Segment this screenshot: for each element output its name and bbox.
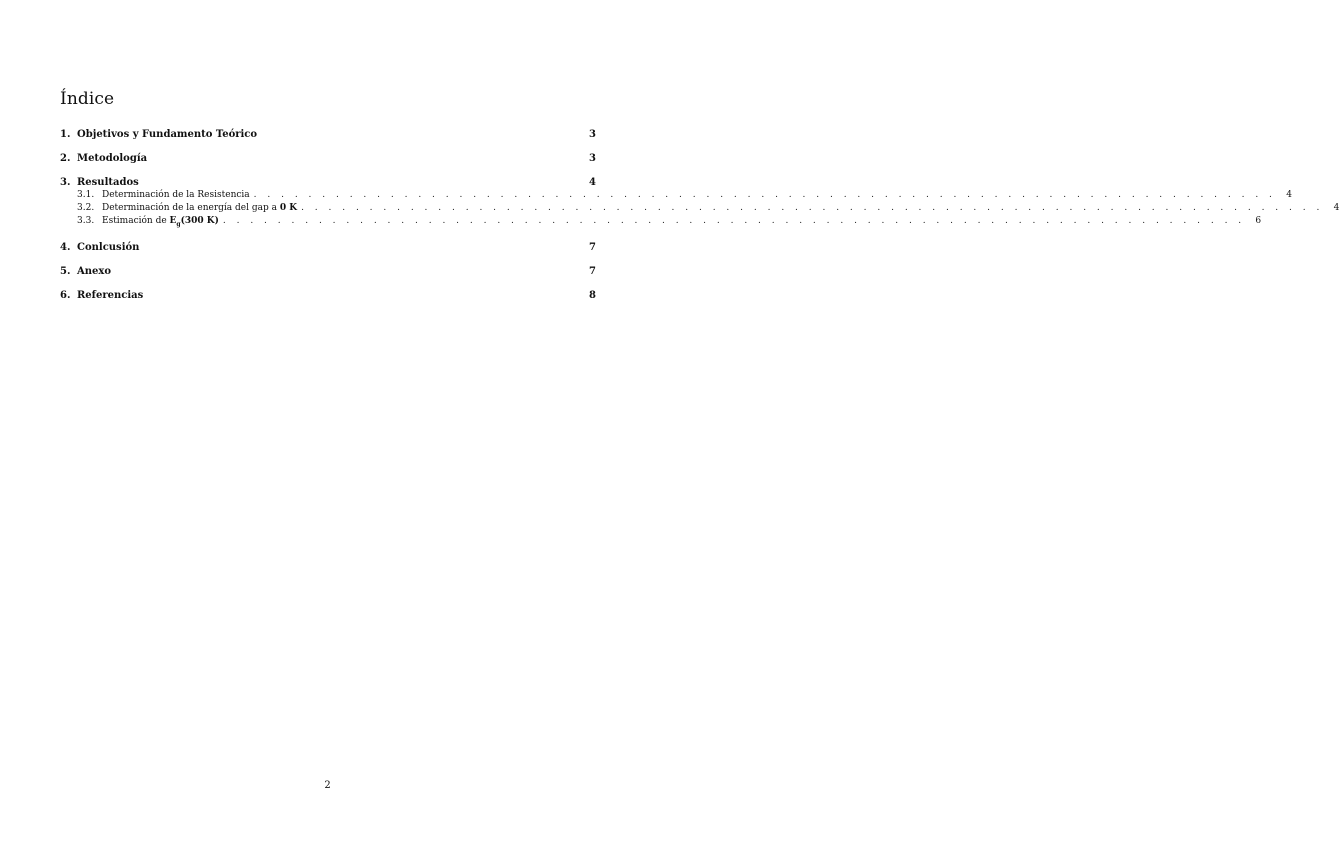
- subsection-page: 4: [1333, 203, 1339, 213]
- page-number: 2: [324, 780, 331, 791]
- section-title: Conlcusión: [77, 241, 140, 253]
- subsection-title-bold: 0 K: [279, 203, 298, 213]
- toc-entry-conclusion[interactable]: [60, 241, 596, 254]
- section-number: 4.: [60, 241, 71, 253]
- subsection-number: 3.1.: [77, 190, 95, 200]
- section-number: 1.: [60, 129, 71, 140]
- section-title: Resultados: [77, 177, 139, 188]
- dot-leader: . . . . . . . . . . . . . . . . . . . . . . . . . . . . . . . . . . . . . . . . . . . . . . . . . . . . . . . . . . . . . . . . . . . . . . . . . . .: [301, 203, 1324, 213]
- section-number: 3.: [60, 177, 71, 188]
- section-title: Objetivos y Fundamento Teórico: [77, 129, 258, 140]
- subsection-page: 6: [1255, 216, 1262, 226]
- subsection-number: 3.3.: [77, 216, 95, 226]
- subsection-title-temperature: (300 K): [180, 216, 219, 226]
- section-number: 5.: [60, 265, 71, 277]
- section-title: Metodología: [77, 153, 148, 164]
- symbol-e: E: [169, 216, 177, 226]
- section-title: Referencias: [77, 289, 144, 301]
- toc-subentry-resistencia[interactable]: [60, 189, 1292, 202]
- subsection-title: [102, 215, 219, 231]
- section-page: 8: [589, 289, 596, 301]
- toc-entry-metodologia[interactable]: [60, 152, 596, 165]
- symbol-subscript-g: g: [176, 220, 181, 228]
- toc-entry-objetivos[interactable]: [60, 128, 596, 141]
- toc-entry-resultados[interactable]: [60, 176, 596, 189]
- subsection-title: Determinación de la Resistencia: [102, 190, 250, 200]
- toc-subentry-estimacion[interactable]: [60, 215, 1262, 231]
- toc-entry-referencias[interactable]: [60, 289, 596, 302]
- section-page: 3: [589, 153, 596, 164]
- section-title: Anexo: [77, 265, 112, 277]
- section-page: 7: [589, 241, 596, 253]
- subsection-title-prefix: Determinación de la energía del gap a: [102, 203, 277, 213]
- subsection-title-prefix: Estimación de: [102, 216, 167, 226]
- toc-entry-anexo[interactable]: [60, 265, 596, 278]
- dot-leader: . . . . . . . . . . . . . . . . . . . . . . . . . . . . . . . . . . . . . . . . . . . . . . . . . . . . . . . . . . . . . . . . . . . . . . . . . . .: [253, 190, 1276, 200]
- section-number: 6.: [60, 289, 71, 301]
- subsection-title: [102, 202, 297, 215]
- toc-title: Índice: [60, 89, 115, 109]
- dot-leader: . . . . . . . . . . . . . . . . . . . . . . . . . . . . . . . . . . . . . . . . . . . . . . . . . . . . . . . . . . . . . . . . . . . . . . . . . . .: [222, 216, 1246, 226]
- table-of-contents: [60, 128, 1339, 302]
- toc-subentry-energia-gap[interactable]: [60, 202, 1339, 215]
- subsection-number: 3.2.: [77, 203, 95, 213]
- section-number: 2.: [60, 153, 71, 164]
- section-page: 4: [589, 177, 596, 188]
- subsection-page: 4: [1286, 190, 1292, 200]
- section-page: 7: [589, 265, 596, 277]
- section-page: 3: [589, 129, 596, 140]
